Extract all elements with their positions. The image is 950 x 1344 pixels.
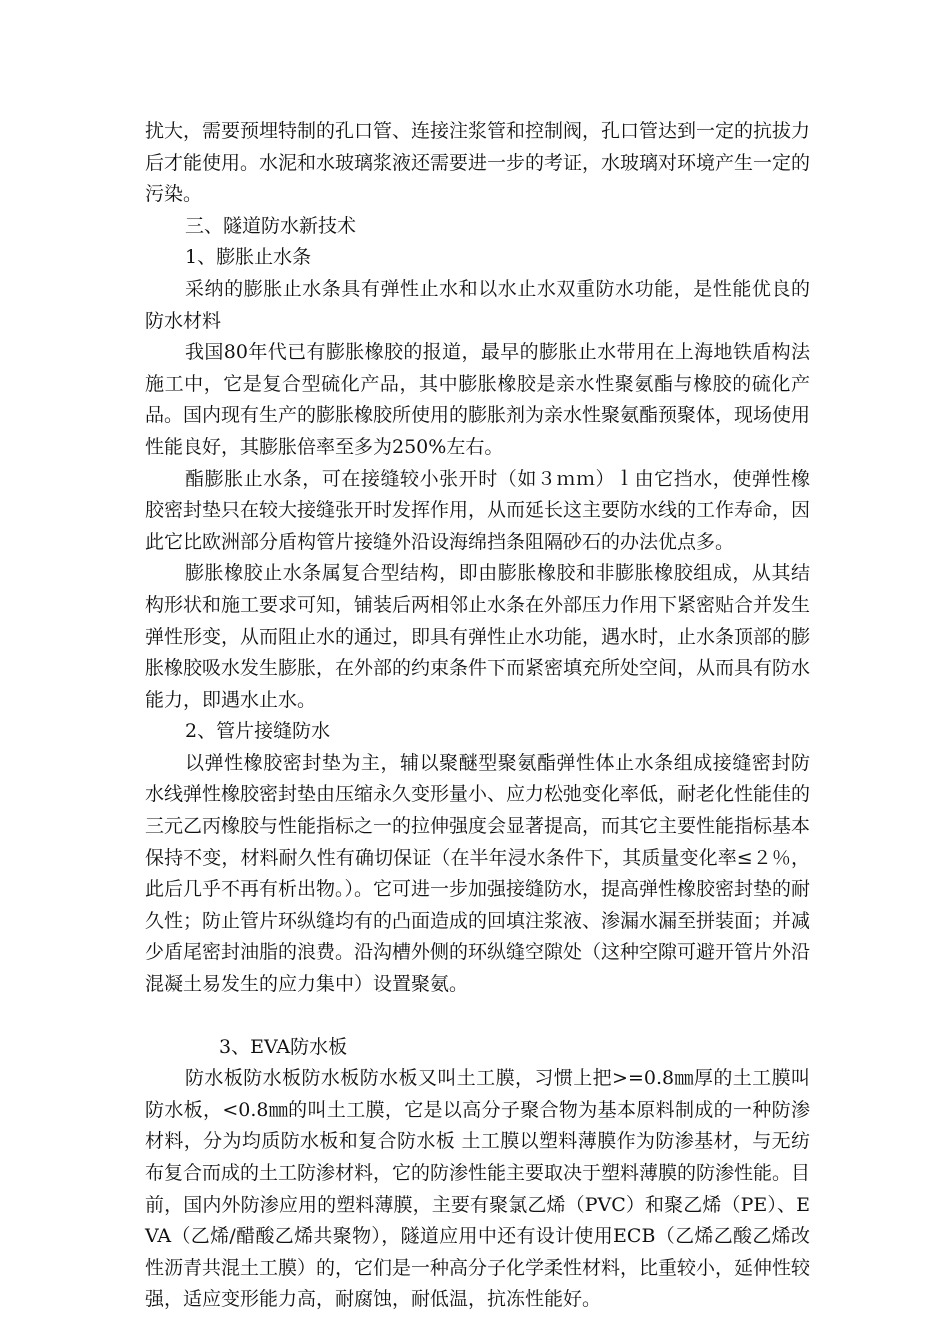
paragraph-1: 采纳的膨胀止水条具有弹性止水和以水止水双重防水功能，是性能优良的防水材料 [145, 277, 810, 332]
paragraph-2: 我国80年代已有膨胀橡胶的报道，最早的膨胀止水带用在上海地铁盾构法施工中，它是复合型硫化产品，其中膨胀橡胶是亲水性聚氨酯与橡胶的硫化产品。国内现有生产的膨胀橡胶所使用的膨胀剂为亲水性聚氨酯预聚体，现场使用性能良好，其膨胀倍率至多为250%左右。 [145, 341, 811, 458]
paragraph-6: 防水板防水板防水板防水板又叫土工膜，习惯上把>=0.8㎜厚的土工膜叫防水板，<0.8㎜的叫土工膜，它是以高分子聚合物为基本原料制成的一种防渗材料，分为均质防水板和复合防水板 土工膜以塑料薄膜作为防渗基材，与无纺布复合而成的土工防渗材料，它的防渗性能主要取决于塑料薄膜的防渗性能。目前，国内外防渗应用的塑料薄膜，主要有聚氯乙烯（PVC）和聚乙烯（PE）、EVA（乙烯/醋酸乙烯共聚物），隧道应用中还有设计使用ECB（乙烯乙酸乙烯改性沥青共混土工膜）的，它们是一种高分子化学柔性材料，比重较小，延伸性较强，适应变形能力高，耐腐蚀，耐低温，抗冻性能好。 [145, 1067, 811, 1311]
paragraph-4: 膨胀橡胶止水条属复合型结构，即由膨胀橡胶和非膨胀橡胶组成，从其结构形状和施工要求可知，铺装后两相邻止水条在外部压力作用下紧密贴合并发生弹性形变，从而阻止水的通过，即具有弹性止水功能，遇水时，止水条顶部的膨胀橡胶吸水发生膨胀，在外部的约束条件下而紧密填充所处空间，从而具有防水能力，即遇水止水。 [145, 562, 811, 711]
subsection-heading-3: 3、EVA防水板 [219, 1035, 348, 1058]
section-heading: 三、隧道防水新技术 [185, 214, 357, 237]
paragraph-continuation: 扰大，需要预埋特制的孔口管、连接注浆管和控制阀，孔口管达到一定的抗拔力后才能使用。水泥和水玻璃浆液还需要进一步的考证，水玻璃对环境产生一定的污染。 [145, 120, 811, 206]
paragraph-5: 以弹性橡胶密封垫为主，辅以聚醚型聚氨酯弹性体止水条组成接缝密封防水线弹性橡胶密封垫由压缩永久变形量小、应力松弛变化率低，耐老化性能佳的三元乙丙橡胶与性能指标之一的拉伸强度会显著提高，而其它主要性能指标基本保持不变，材料耐久性有确切保证（在半年浸水条件下，其质量变化率≤２％，此后几乎不再有析出物。）。它可进一步加强接缝防水，提高弹性橡胶密封垫的耐久性；防止管片环纵缝均有的凸面造成的回填注浆液、渗漏水漏至拼装面；并减少盾尾密封油脂的浪费。沿沟槽外侧的环纵缝空隙处（这种空隙可避开管片外沿混凝土易发生的应力集中）设置聚氨。 [145, 751, 811, 996]
paragraph-3: 酯膨胀止水条，可在接缝较小张开时（如３ｍｍ）ｌ由它挡水，使弹性橡胶密封垫只在较大接缝张开时发挥作用，从而延长这主要防水线的工作寿命，因此它比欧洲部分盾构管片接缝外沿设海绵挡条阻隔砂石的办法优点多。 [145, 467, 811, 553]
document-body [145, 116, 810, 1316]
subsection-heading-1: 1、膨胀止水条 [185, 246, 312, 269]
subsection-heading-2: 2、管片接缝防水 [185, 720, 331, 743]
